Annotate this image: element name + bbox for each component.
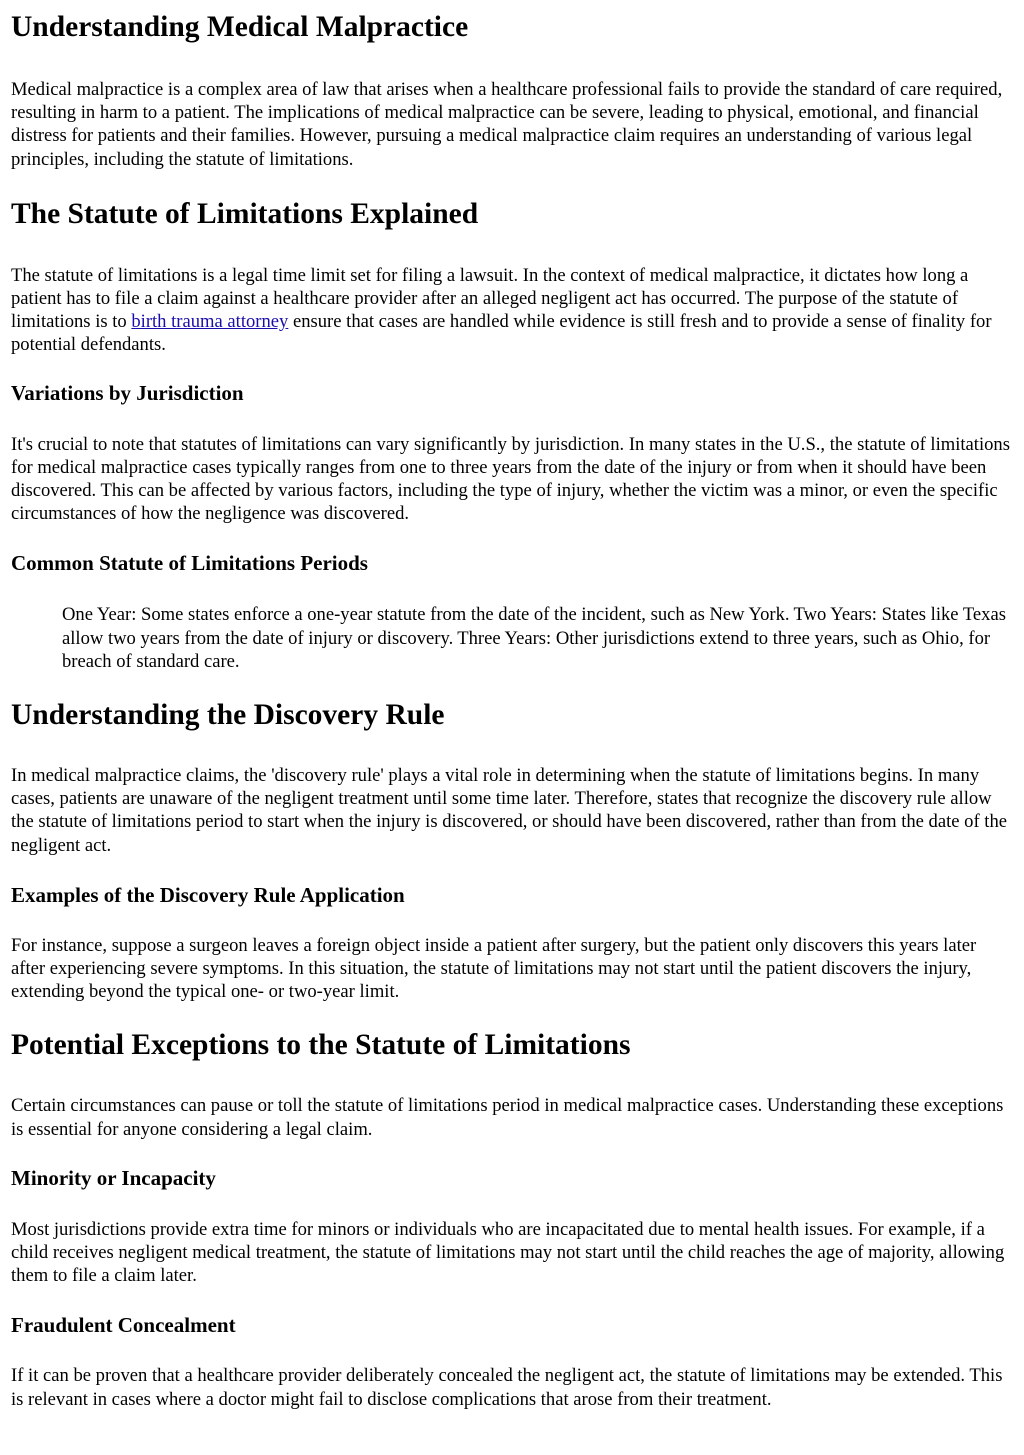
periods-list — [11, 603, 1013, 673]
birth-trauma-attorney-link[interactable]: birth trauma attorney — [131, 311, 289, 333]
minority-paragraph: Most jurisdictions provide extra time for minors or individuals who are incapacitated due to mental health issues. For example, if a child receives negligent medical treatment, the statute of limitations may not start until the child reaches the age of majority, allowing them to file a claim later. — [11, 1218, 1005, 1287]
heading-discovery-examples: Examples of the Discovery Rule Application — [11, 882, 405, 907]
heading-discovery-rule: Understanding the Discovery Rule — [11, 699, 445, 732]
heading-variations-by-jurisdiction: Variations by Jurisdiction — [11, 380, 244, 405]
discovery-examples-paragraph: For instance, suppose a surgeon leaves a foreign object inside a patient after surgery, but the patient only discovers this years later after experiencing severe symptoms. In this situation, the statute of limitations may not start until the patient discovers the injury, extending beyond the typical one- or two-year limit. — [11, 934, 977, 1003]
variations-paragraph: It's crucial to note that statutes of limitations can vary significantly by jurisdiction. In many states in the U.S., the statute of limitations for medical malpractice cases typically ranges from one to three years from the date of the injury or from when it should have been discovered. This can be affected by various factors, including the type of injury, whether the victim was a minor, or even the specific circumstances of how the negligence was discovered. — [11, 433, 1010, 525]
statute-explained-text-1: The statute of limitations is a legal time limit set for filing a lawsuit. In the context of medical malpractice, it dictates how long a patient has to file a claim against a healthcare provider after an alleged negligent act has occurred. The purpose of the statute of limitations is to — [11, 264, 969, 333]
discovery-rule-paragraph: In medical malpractice claims, the 'discovery rule' plays a vital role in determining when the statute of limitations begins. In many cases, patients are unaware of the negligent treatment until some time later. Therefore, states that recognize the discovery rule allow the statute of limitations period to start when the injury is discovered, or should have been discovered, rather than from the date of the negligent act. — [11, 765, 1008, 856]
list-item: One Year: Some states enforce a one-year statute from the date of the incident, such as New York. — [62, 604, 790, 626]
heading-minority-incapacity: Minority or Incapacity — [11, 1165, 216, 1190]
list-item: Three Years: Other jurisdictions extend to three years, such as Ohio, for breach of standard care. — [62, 627, 991, 672]
fraudulent-paragraph: If it can be proven that a healthcare provider deliberately concealed the negligent act, the statute of limitations may be extended. This is relevant in cases where a doctor might fail to disclose complications that arose from their treatment. — [11, 1365, 1003, 1410]
statute-explained-paragraph — [11, 264, 1013, 357]
heading-common-periods: Common Statute of Limitations Periods — [11, 551, 368, 576]
heading-understanding-medical-malpractice: Understanding Medical Malpractice — [11, 11, 469, 43]
heading-fraudulent-concealment: Fraudulent Concealment — [11, 1313, 236, 1338]
list-item: Two Years: States like Texas allow two years from the date of injury or discovery. — [62, 604, 1006, 649]
heading-statute-explained: The Statute of Limitations Explained — [11, 197, 479, 230]
article — [0, 9, 1024, 1411]
heading-potential-exceptions: Potential Exceptions to the Statute of Limitations — [11, 1029, 631, 1062]
exceptions-paragraph: Certain circumstances can pause or toll the statute of limitations period in medical malpractice cases. Understanding these exceptions is essential for anyone considering a legal claim. — [11, 1095, 1004, 1140]
statute-explained-text-2: ensure that cases are handled while evidence is still fresh and to provide a sense of finality for potential defendants. — [11, 311, 992, 356]
intro-paragraph: Medical malpractice is a complex area of law that arises when a healthcare professional fails to provide the standard of care required, resulting in harm to a patient. The implications of medical malpractice can be severe, leading to physical, emotional, and financial distress for patients and their families. However, pursuing a medical malpractice claim requires an understanding of various legal principles, including the statute of limitations. — [11, 79, 1003, 170]
